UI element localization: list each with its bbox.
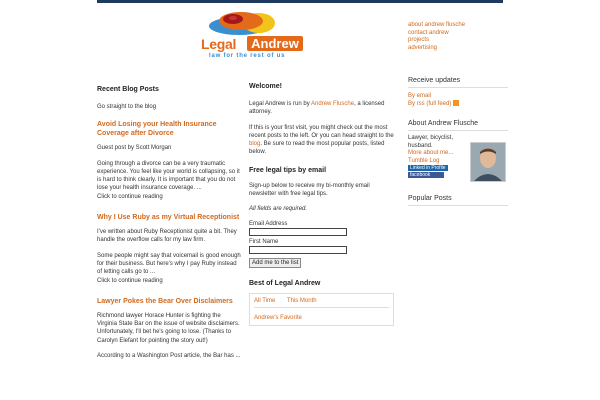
by-email-link[interactable]: By email xyxy=(408,93,432,99)
intro-text xyxy=(249,100,394,117)
sidebar xyxy=(408,77,508,210)
post-item xyxy=(97,213,242,285)
header-links xyxy=(408,22,465,52)
blog-inline-link[interactable]: blog xyxy=(249,141,261,148)
linkedin-icon[interactable]: Linked in Profile xyxy=(410,165,446,171)
continue-reading-link[interactable]: Click to continue reading xyxy=(97,193,163,200)
post-paragraph: According to a Washington Post article, the Bar has ... xyxy=(97,353,241,360)
tips-text: Sign-up below to receive my bi-monthly email newsletter with free legal tips. xyxy=(249,182,370,198)
signup-form xyxy=(249,221,394,268)
intro-post: , a licensed attorney. xyxy=(249,101,385,116)
logo-tagline: law for the rest of us xyxy=(209,53,286,59)
header-link-advertising[interactable]: advertising xyxy=(408,44,438,51)
rss-icon[interactable] xyxy=(453,100,459,106)
best-item[interactable]: Andrew's Favorite xyxy=(254,314,302,321)
first-visit-post: . Be sure to read the most popular posts, listed below. xyxy=(249,141,385,156)
blog-link[interactable]: Go straight to the blog xyxy=(97,104,157,110)
header-link-projects[interactable]: projects xyxy=(408,37,430,43)
first-visit-pre: If this is your first visit, you might check out the most recent posts to the left. Or you can head straight to the xyxy=(249,124,394,139)
post-item xyxy=(97,297,242,360)
first-name-field[interactable] xyxy=(249,246,347,254)
welcome-column xyxy=(249,83,394,326)
post-paragraph: Going through a divorce can be a very traumatic experience. You feel like your world is collapsing, so it is hard to think clearly. It is important that you do not lose your health insurance coverage. ... xyxy=(97,160,240,192)
header-link-about[interactable]: about andrew flusche xyxy=(408,22,466,28)
tab-all-time[interactable]: All Time xyxy=(254,297,276,304)
rss-link[interactable]: By rss (full feed) xyxy=(408,101,452,107)
tab-this-month[interactable]: This Month xyxy=(286,297,317,304)
continue-reading-link[interactable]: Click to continue reading xyxy=(97,277,163,284)
post-title[interactable]: Avoid Losing your Health Insurance Coverage after Divorce xyxy=(97,121,217,138)
email-label: Email Address xyxy=(249,220,288,227)
logo-brand-second: Andrew xyxy=(247,36,303,51)
more-about-link[interactable]: More about me... xyxy=(408,150,454,156)
email-field[interactable] xyxy=(249,228,347,236)
about-text: Lawyer, bicyclist, husband. xyxy=(408,135,454,149)
post-paragraph: Richmond lawyer Horace Hunter is fighting the Virginia State Bar on the issue of website disclaimers. Unfortunately, I'll bet he's going to lose. (Thanks to Carolyn Elefant for pointing the story out!) xyxy=(97,312,240,344)
submit-button[interactable]: Add me to the list xyxy=(249,258,301,268)
tips-title: Free legal tips by email xyxy=(249,166,327,174)
recent-posts-column xyxy=(97,86,242,367)
top-bar xyxy=(97,0,503,3)
popular-title: Popular Posts xyxy=(408,195,508,206)
recent-posts-title: Recent Blog Posts xyxy=(97,86,159,93)
logo-brand-first: Legal xyxy=(201,36,237,52)
updates-title: Receive updates xyxy=(408,77,508,88)
best-title: Best of Legal Andrew xyxy=(249,279,321,287)
logo-graphic-icon xyxy=(199,6,305,38)
author-link[interactable]: Andrew Flusche xyxy=(311,101,355,107)
post-paragraph: I've written about Ruby Receptionist quite a bit. They handle the overflow calls for my law firm. xyxy=(97,229,237,244)
post-title[interactable]: Lawyer Pokes the Bear Over Disclaimers xyxy=(97,297,233,305)
about-title: About Andrew Flusche xyxy=(408,120,508,131)
tumble-log-link[interactable]: Tumble Log xyxy=(408,157,440,164)
about-box xyxy=(408,135,508,187)
header-link-contact[interactable]: contact andrew xyxy=(408,29,449,36)
required-note: All fields are required. xyxy=(249,206,308,213)
post-item xyxy=(97,120,242,201)
best-tabs xyxy=(249,293,394,326)
post-paragraph: Some people might say that voicemail is good enough for their business. But here's why I pay Ruby instead of letting calls go to ... xyxy=(97,252,241,276)
welcome-title: Welcome! xyxy=(249,83,282,90)
post-title[interactable]: Why I Use Ruby as my Virtual Receptionist xyxy=(97,214,240,222)
first-visit-text xyxy=(249,124,394,157)
site-logo[interactable] xyxy=(199,6,305,62)
post-paragraph: Guest post by Scott Morgan xyxy=(97,145,172,152)
facebook-icon[interactable]: facebook xyxy=(408,172,444,178)
person-icon xyxy=(471,143,505,181)
author-photo xyxy=(470,142,506,182)
first-name-label: First Name xyxy=(249,238,279,245)
intro-pre: Legal Andrew is run by xyxy=(249,101,312,107)
